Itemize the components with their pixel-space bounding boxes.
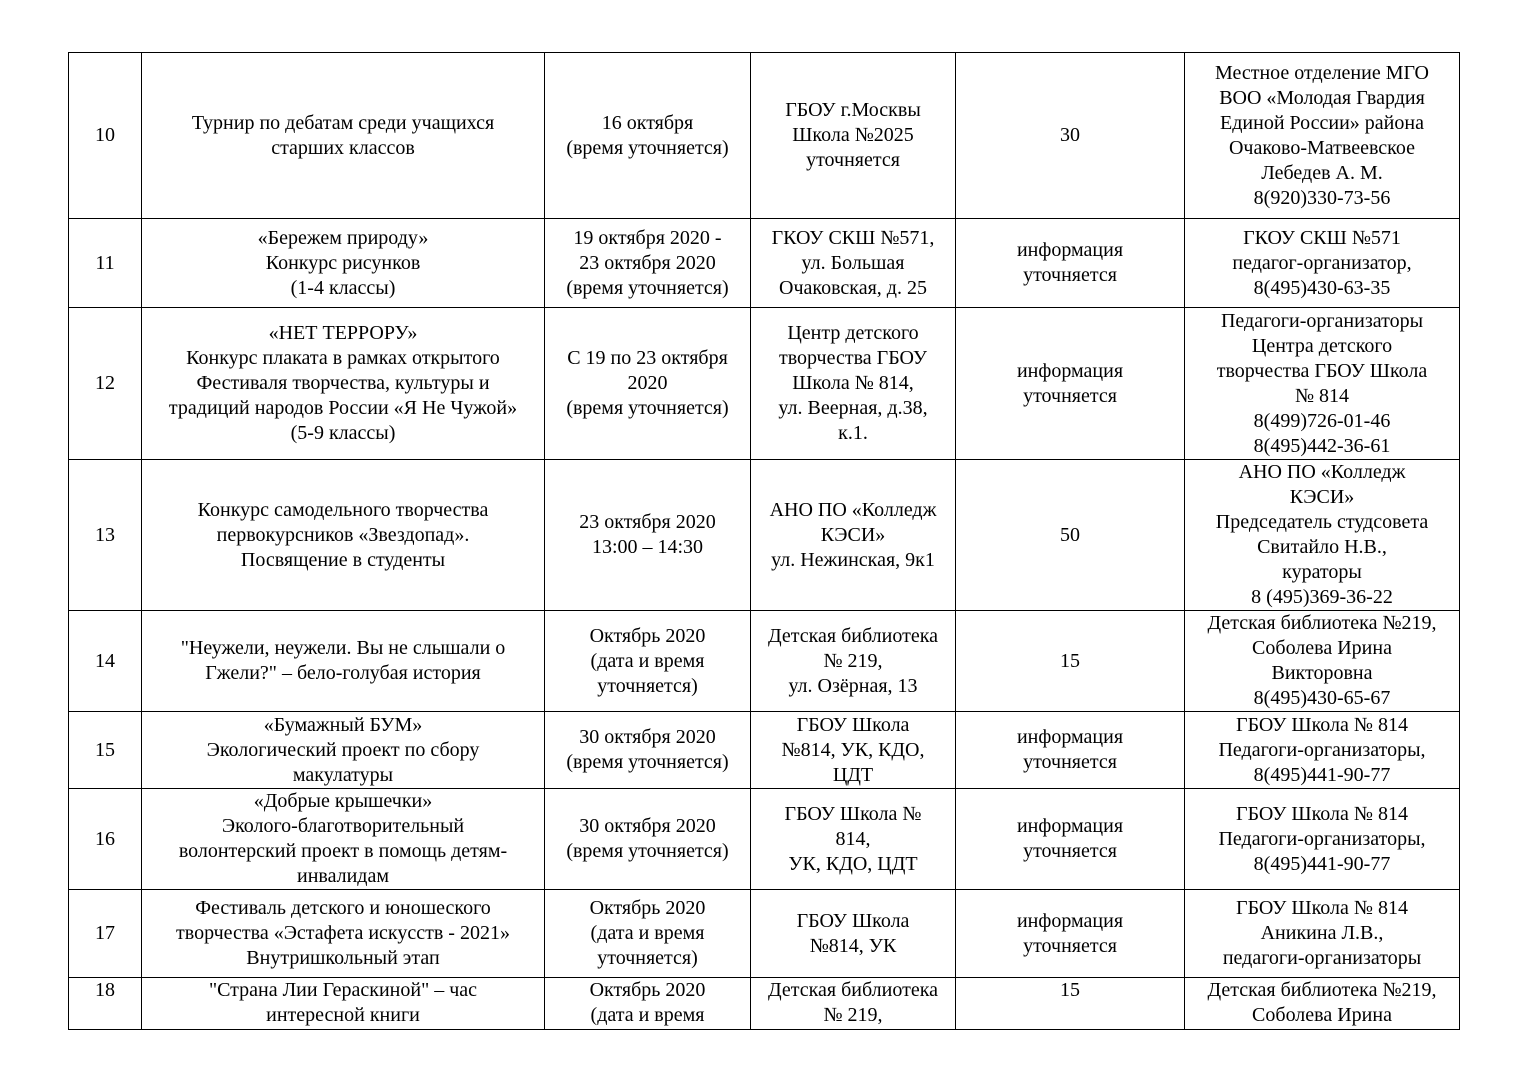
row-number: 10 [69,53,142,219]
event-place: ГБОУ Школа №814, УК [751,890,956,978]
table-row [69,308,1460,460]
event-date: Октябрь 2020 (дата и время уточняется) [545,890,751,978]
event-place: Центр детского творчества ГБОУ Школа № 814, ул. Веерная, д.38, к.1. [751,308,956,460]
responsible-contact: Детская библиотека №219, Соболева Ирина [1185,978,1460,1030]
event-name: Фестиваль детского и юношеского творчества «Эстафета искусств - 2021» Внутришкольный этап [142,890,545,978]
event-name: "Неужели, неужели. Вы не слышали о Гжели?" – бело-голубая история [142,611,545,712]
event-date: 19 октября 2020 - 23 октября 2020 (время уточняется) [545,219,751,308]
event-date: 16 октября (время уточняется) [545,53,751,219]
participant-count: 15 [956,978,1185,1030]
table-row [69,890,1460,978]
event-place: ГБОУ г.Москвы Школа №2025 уточняется [751,53,956,219]
event-place: Детская библиотека № 219, ул. Озёрная, 13 [751,611,956,712]
event-date: 30 октября 2020 (время уточняется) [545,712,751,789]
event-date: 23 октября 2020 13:00 – 14:30 [545,460,751,611]
row-number: 12 [69,308,142,460]
row-number: 13 [69,460,142,611]
event-date: Октябрь 2020 (дата и время [545,978,751,1030]
row-number: 11 [69,219,142,308]
responsible-contact: Детская библиотека №219, Соболева Ирина Викторовна 8(495)430-65-67 [1185,611,1460,712]
table-row [69,611,1460,712]
event-place: Детская библиотека № 219, [751,978,956,1030]
events-table [68,52,1460,1030]
participant-count: 50 [956,460,1185,611]
responsible-contact: АНО ПО «Колледж КЭСИ» Председатель студсовета Свитайло Н.В., кураторы 8 (495)369-36-22 [1185,460,1460,611]
participant-count: информация уточняется [956,219,1185,308]
event-place: ГКОУ СКШ №571, ул. Большая Очаковская, д. 25 [751,219,956,308]
responsible-contact: ГБОУ Школа № 814 Аникина Л.В., педагоги-организаторы [1185,890,1460,978]
row-number: 17 [69,890,142,978]
table-row [69,53,1460,219]
participant-count: информация уточняется [956,308,1185,460]
event-name: «Бумажный БУМ» Экологический проект по сбору макулатуры [142,712,545,789]
participant-count: 30 [956,53,1185,219]
event-place: АНО ПО «Колледж КЭСИ» ул. Нежинская, 9к1 [751,460,956,611]
event-name: Конкурс самодельного творчества первокурсников «Звездопад». Посвящение в студенты [142,460,545,611]
responsible-contact: Местное отделение МГО ВОО «Молодая Гвардия Единой России» района Очаково-Матвеевское Лебедев А. М. 8(920)330-73-56 [1185,53,1460,219]
row-number: 15 [69,712,142,789]
responsible-contact: ГБОУ Школа № 814 Педагоги-организаторы, 8(495)441-90-77 [1185,789,1460,890]
participant-count: информация уточняется [956,789,1185,890]
responsible-contact: ГБОУ Школа № 814 Педагоги-организаторы, 8(495)441-90-77 [1185,712,1460,789]
event-name: «Бережем природу» Конкурс рисунков (1-4 классы) [142,219,545,308]
event-date: 30 октября 2020 (время уточняется) [545,789,751,890]
row-number: 16 [69,789,142,890]
participant-count: информация уточняется [956,890,1185,978]
row-number: 18 [69,978,142,1030]
row-number: 14 [69,611,142,712]
event-date: С 19 по 23 октября 2020 (время уточняется) [545,308,751,460]
responsible-contact: ГКОУ СКШ №571 педагог-организатор, 8(495)430-63-35 [1185,219,1460,308]
event-place: ГБОУ Школа № 814, УК, КДО, ЦДТ [751,789,956,890]
table-row [69,460,1460,611]
event-name: «Добрые крышечки» Эколого-благотворительный волонтерский проект в помощь детям- инвалидам [142,789,545,890]
table-row [69,219,1460,308]
event-date: Октябрь 2020 (дата и время уточняется) [545,611,751,712]
event-name: «НЕТ ТЕРРОРУ» Конкурс плаката в рамках открытого Фестиваля творчества, культуры и традиций народов России «Я Не Чужой» (5-9 классы) [142,308,545,460]
table-row [69,789,1460,890]
table-row [69,978,1460,1030]
event-place: ГБОУ Школа №814, УК, КДО, ЦДТ [751,712,956,789]
event-name: "Страна Лии Гераскиной" – час интересной книги [142,978,545,1030]
participant-count: 15 [956,611,1185,712]
participant-count: информация уточняется [956,712,1185,789]
table-row [69,712,1460,789]
event-name: Турнир по дебатам среди учащихся старших классов [142,53,545,219]
responsible-contact: Педагоги-организаторы Центра детского творчества ГБОУ Школа № 814 8(499)726-01-46 8(495)442-36-61 [1185,308,1460,460]
